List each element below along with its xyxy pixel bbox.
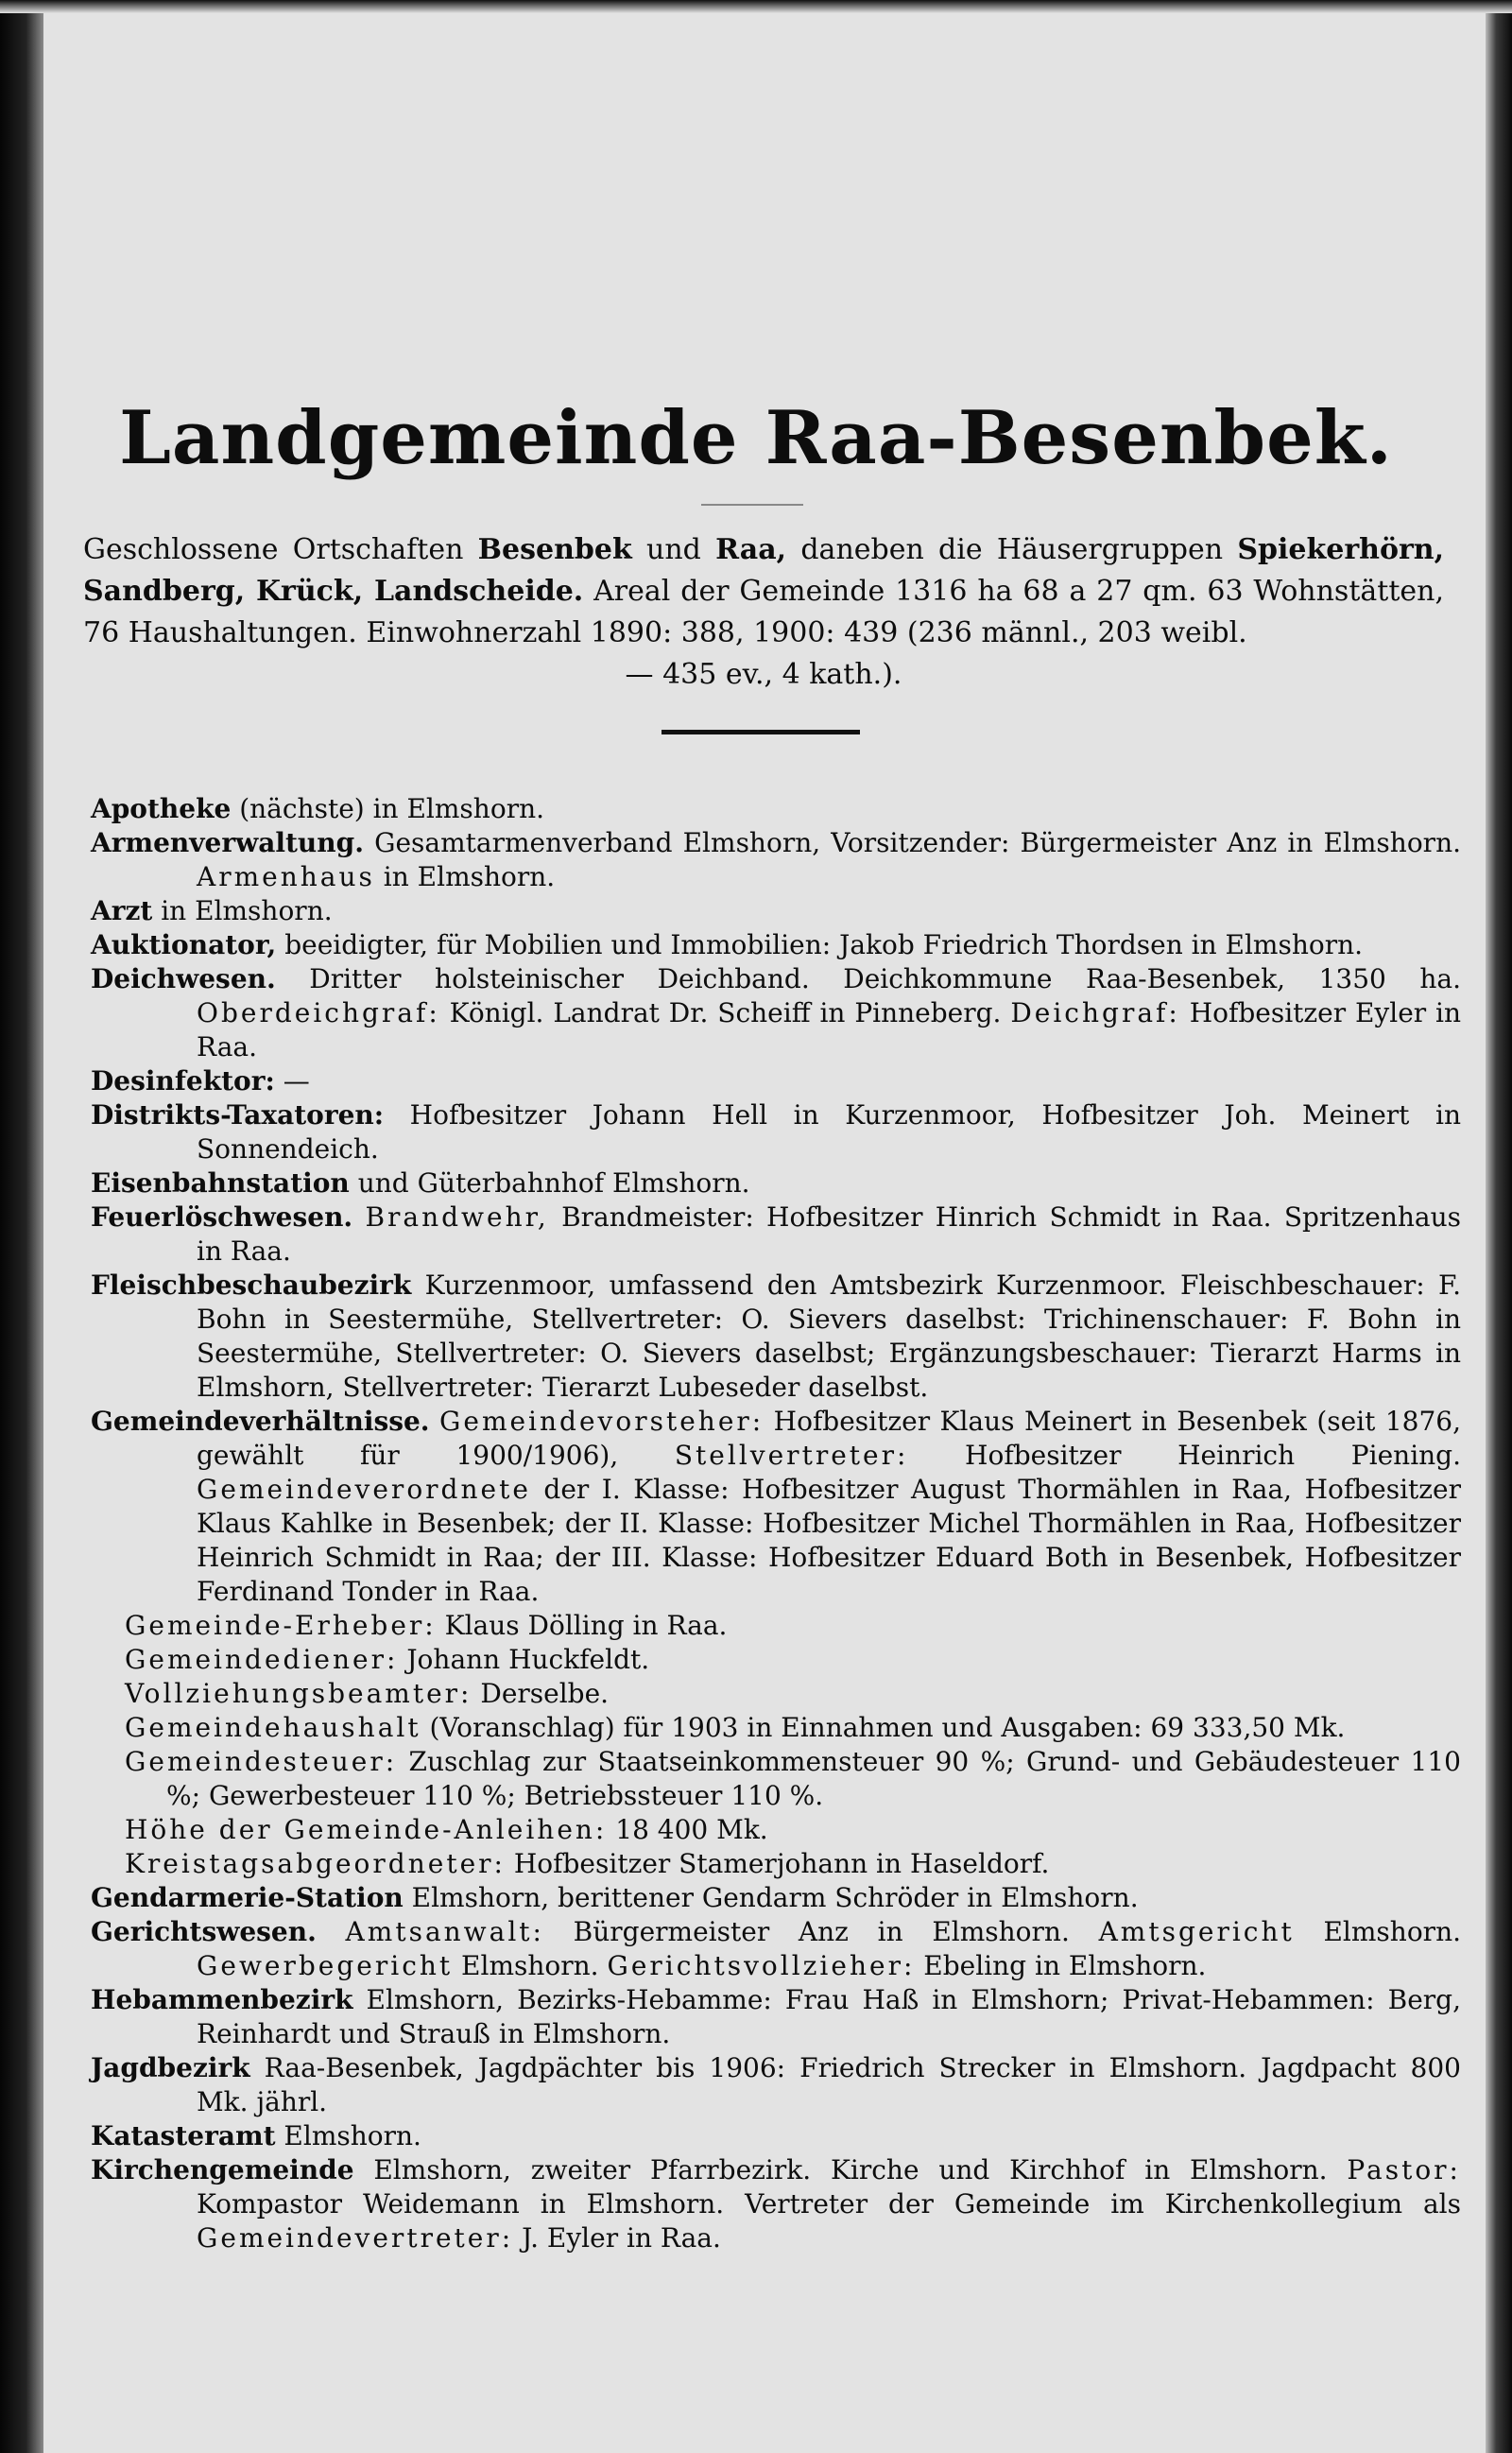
- entry-term: Gerichtswesen.: [91, 1916, 317, 1947]
- entry-term: Fleischbeschaubezirk: [91, 1270, 412, 1301]
- scan-edge-top: [0, 0, 1512, 13]
- entry-term: Deichwesen.: [91, 963, 276, 994]
- entry-kirchengemeinde: Kirchengemeinde Elmshorn, zweiter Pfarrbezirk. Kirche und Kirchhof in Elmshorn. Pastor: Kompastor Weidemann in Elmshorn. Vertreter der Gemeinde im Kirchenkollegium als Gemeindevertreter: J. Eyler in Raa.: [91, 2154, 1461, 2254]
- intro-last-line: — 435 ev., 4 kath.).: [625, 658, 902, 691]
- entry-gerichtswesen: Gerichtswesen. Amtsanwalt: Bürgermeister Anz in Elmshorn. Amtsgericht Elmshorn. Gewerbegericht Elmshorn. Gerichtsvollzieher: Ebeling in Elmshorn.: [91, 1916, 1461, 1981]
- entry-term: Auktionator,: [91, 929, 277, 960]
- entry-apotheke: Apotheke (nächste) in Elmshorn.: [91, 793, 545, 824]
- entry-term: Arzt: [91, 895, 153, 926]
- entry-term: Katasteramt: [91, 2120, 276, 2151]
- entry-gemeindeverhaeltnisse: Gemeindeverhältnisse. Gemeindevorsteher: Hofbesitzer Klaus Meinert in Besenbek (seit 1876, gewählt für 1900/1906), Stellvertreter: Hofbesitzer Heinrich Piening. Gemeindeverordnete der I. Klasse: Hofbesitzer August Thormählen in Raa, Hofbesitzer Klaus Kahlke in Besenbek; der II. Klasse: Hofbesitzer Michel Thormählen in Raa, Hofbesitzer Heinrich Schmidt in Raa; der III. Klasse: Hofbesitzer Eduard Both in Besenbek, Hofbesitzer Ferdinand Tonder in Raa.: [91, 1406, 1461, 1607]
- intro-paragraph: Geschlossene Ortschaften Besenbek und Raa, daneben die Häusergruppen Spiekerhörn, Sandberg, Krück, Landscheide. Areal der Gemeinde 1316 ha 68 a 27 qm. 63 Wohnstätten, 76 Haushaltungen. Einwohnerzahl 1890: 388, 1900: 439 (236 männl., 203 weibl. — 435 ev., 4 kath.).: [83, 529, 1444, 696]
- sub-entry-anleihen: Höhe der Gemeinde-Anleihen: 18 400 Mk.: [125, 1814, 768, 1845]
- entry-term: Jagdbezirk: [91, 2052, 250, 2083]
- place-names: Spiekerhörn, Sandberg, Krück, Landscheide.: [83, 533, 1445, 608]
- scan-edge-right: [1486, 0, 1512, 2453]
- entry-eisenbahnstation: Eisenbahnstation und Güterbahnhof Elmshorn.: [91, 1167, 750, 1199]
- sub-entry-haushalt: Gemeindehaushalt (Voranschlag) für 1903 in Einnahmen und Ausgaben: 69 333,50 Mk.: [125, 1712, 1346, 1743]
- entry-list: [91, 792, 1461, 2255]
- sub-entry-diener: Gemeindediener: Johann Huckfeldt.: [125, 1644, 650, 1675]
- entry-term: Hebammenbezirk: [91, 1984, 353, 2015]
- entry-term: Distrikts-Taxatoren:: [91, 1099, 385, 1131]
- entry-jagdbezirk: Jagdbezirk Raa-Besenbek, Jagdpächter bis 1906: Friedrich Strecker in Elmshorn. Jagdpacht 800 Mk. jährl.: [91, 2052, 1461, 2117]
- title-divider: [701, 504, 803, 506]
- entry-term: Eisenbahnstation: [91, 1167, 350, 1199]
- entry-distrikts-taxatoren: Distrikts-Taxatoren: Hofbesitzer Johann Hell in Kurzenmoor, Hofbesitzer Joh. Meinert in Sonnendeich.: [91, 1099, 1461, 1165]
- section-divider: [662, 730, 860, 734]
- entry-armenverwaltung: Armenverwaltung. Gesamtarmenverband Elmshorn, Vorsitzender: Bürgermeister Anz in Elmshorn. Armenhaus in Elmshorn.: [91, 827, 1461, 892]
- entry-auktionator: Auktionator, beeidigter, für Mobilien und Immobilien: Jakob Friedrich Thordsen in Elmshorn.: [91, 929, 1364, 960]
- place-name: Raa,: [715, 533, 787, 566]
- entry-feuerloeschwesen: Feuerlöschwesen. Brandwehr, Brandmeister: Hofbesitzer Hinrich Schmidt in Raa. Spritzenhaus in Raa.: [91, 1201, 1461, 1267]
- entry-gendarmerie: Gendarmerie-Station Elmshorn, berittener Gendarm Schröder in Elmshorn.: [91, 1882, 1139, 1913]
- entry-term: Armenverwaltung.: [91, 827, 364, 858]
- entry-term: Gemeindeverhältnisse.: [91, 1406, 430, 1437]
- entry-arzt: Arzt in Elmshorn.: [91, 895, 333, 926]
- entry-term: Kirchengemeinde: [91, 2154, 354, 2185]
- place-name: Besenbek: [477, 533, 632, 566]
- entry-desinfektor: Desinfektor: —: [91, 1065, 310, 1097]
- entry-term: Gendarmerie-Station: [91, 1882, 404, 1913]
- entry-hebammenbezirk: Hebammenbezirk Elmshorn, Bezirks-Hebamme: Frau Haß in Elmshorn; Privat-Hebammen: Berg, Reinhardt und Strauß in Elmshorn.: [91, 1984, 1461, 2049]
- sub-entry-kreistag: Kreistagsabgeordneter: Hofbesitzer Stamerjohann in Haseldorf.: [125, 1848, 1050, 1879]
- entry-term: Desinfektor:: [91, 1065, 275, 1097]
- scan-edge-left: [0, 0, 43, 2453]
- page-title: Landgemeinde Raa-Besenbek.: [119, 395, 1393, 481]
- sub-entry-vollziehungsbeamter: Vollziehungsbeamter: Derselbe.: [125, 1678, 610, 1709]
- entry-term: Feuerlöschwesen.: [91, 1201, 353, 1233]
- entry-term: Apotheke: [91, 793, 232, 824]
- entry-katasteramt: Katasteramt Elmshorn.: [91, 2120, 421, 2151]
- sub-entry-steuer: Gemeindesteuer: Zuschlag zur Staatseinkommensteuer 90 %; Grund- und Gebäudesteuer 110 %; Gewerbesteuer 110 %; Betriebssteuer 110 %.: [125, 1746, 1461, 1811]
- entry-fleischbeschaubezirk: Fleischbeschaubezirk Kurzenmoor, umfassend den Amtsbezirk Kurzenmoor. Fleischbeschauer: F. Bohn in Seestermühe, Stellvertreter: O. Sievers daselbst: Trichinenschauer: F. Bohn in Seestermühe, Stellvertreter: O. Sievers daselbst; Ergänzungsbeschauer: Tierarzt Harms in Elmshorn, Stellvertreter: Tierarzt Lubeseder daselbst.: [91, 1270, 1461, 1403]
- sub-entry-erheber: Gemeinde-Erheber: Klaus Dölling in Raa.: [125, 1610, 728, 1641]
- entry-deichwesen: Deichwesen. Dritter holsteinischer Deichband. Deichkommune Raa-Besenbek, 1350 ha. Oberdeichgraf: Königl. Landrat Dr. Scheiff in Pinneberg. Deichgraf: Hofbesitzer Eyler in Raa.: [91, 963, 1461, 1062]
